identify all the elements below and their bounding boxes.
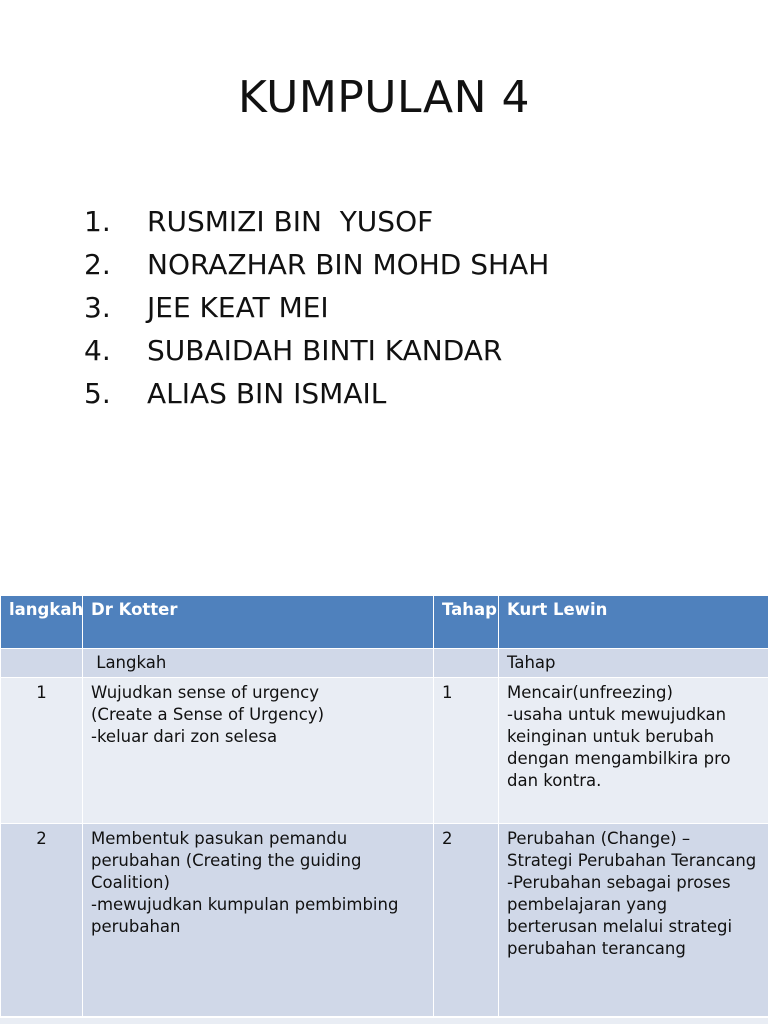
step-cell: 2 (1, 824, 83, 1017)
member-number: 1. (84, 205, 111, 238)
member-item (84, 329, 549, 372)
header-kurt-lewin: Kurt Lewin (499, 596, 768, 649)
member-name: ALIAS BIN ISMAIL (147, 377, 387, 410)
member-name: SUBAIDAH BINTI KANDAR (147, 334, 503, 367)
member-item (84, 372, 549, 415)
subheader-cell (434, 649, 499, 678)
tahap-cell: 2 (434, 824, 499, 1017)
member-number: 4. (84, 334, 111, 367)
header-langkah: langkah (1, 596, 83, 649)
member-item (84, 200, 549, 243)
member-number: 2. (84, 248, 111, 281)
member-item (84, 243, 549, 286)
table-row (1, 824, 768, 1017)
member-list (84, 200, 549, 415)
member-item (84, 286, 549, 329)
kotter-cell: Wujudkan sense of urgency (Create a Sense of Urgency) -keluar dari zon selesa (83, 678, 434, 824)
subheader-cell: Tahap (499, 649, 768, 678)
header-tahap: Tahap (434, 596, 499, 649)
member-name: NORAZHAR BIN MOHD SHAH (147, 248, 550, 281)
tahap-cell: 1 (434, 678, 499, 824)
lewin-cell: Mencair(unfreezing) -usaha untuk mewujudkan keinginan untuk berubah dengan mengambilkira pro dan kontra. (499, 678, 768, 824)
kotter-lewin-table (0, 595, 768, 1017)
kotter-cell: Membentuk pasukan pemandu perubahan (Creating the guiding Coalition) -mewujudkan kumpulan pembimbing perubahan (83, 824, 434, 1017)
member-name: JEE KEAT MEI (147, 291, 329, 324)
next-row-edge (0, 1018, 768, 1024)
table-subheader-row (1, 649, 768, 678)
table-row (1, 678, 768, 824)
subheader-cell: Langkah (83, 649, 434, 678)
member-name: RUSMIZI BIN YUSOF (147, 205, 434, 238)
lewin-cell: Perubahan (Change) – Strategi Perubahan Terancang -Perubahan sebagai proses pembelajaran yang berterusan melalui strategi perubahan terancang (499, 824, 768, 1017)
header-dr-kotter: Dr Kotter (83, 596, 434, 649)
member-number: 3. (84, 291, 111, 324)
member-number: 5. (84, 377, 111, 410)
table-header-row (1, 596, 768, 649)
step-cell: 1 (1, 678, 83, 824)
slide-title: KUMPULAN 4 (237, 72, 531, 123)
subheader-cell (1, 649, 83, 678)
